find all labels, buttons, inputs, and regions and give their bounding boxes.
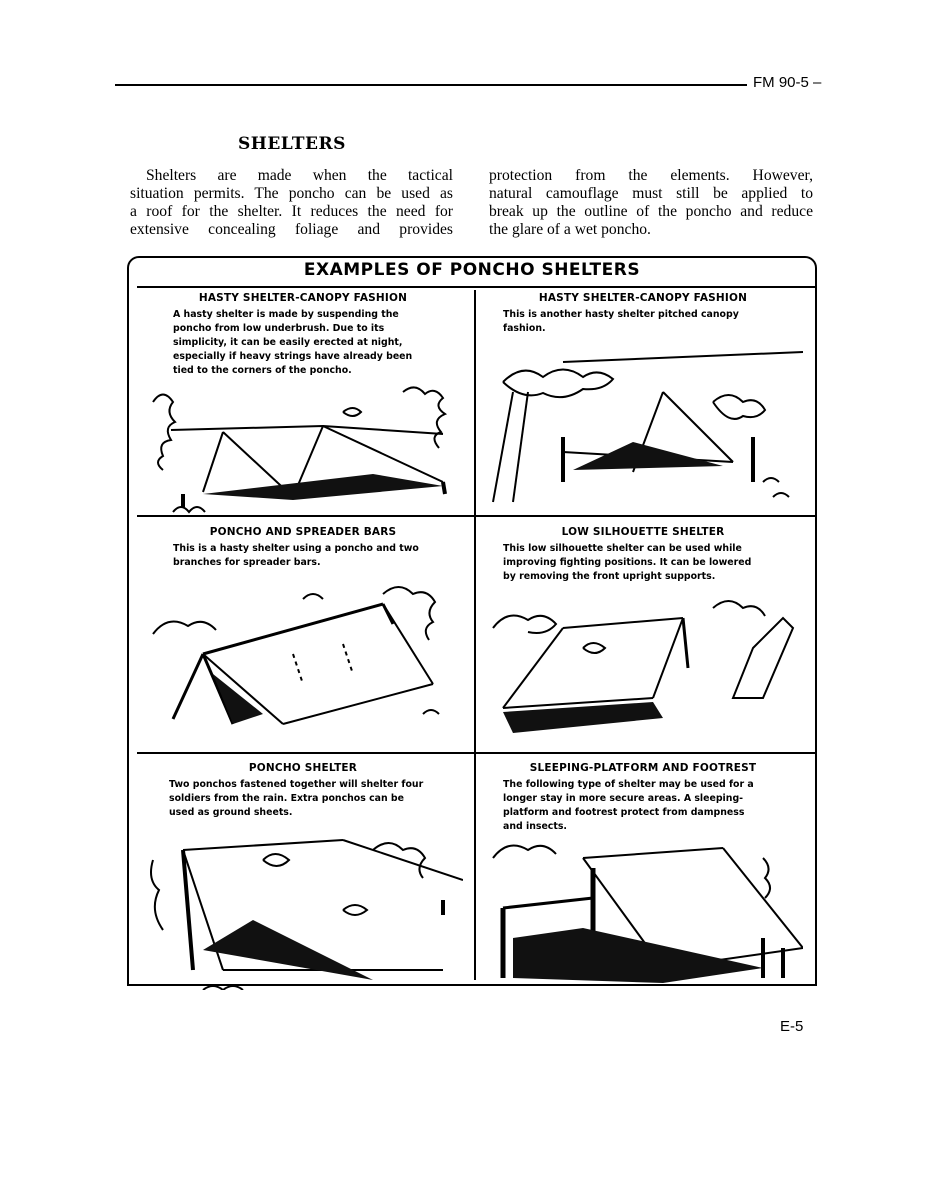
panel-description-line: This is another hasty shelter pitched canopy (503, 309, 739, 320)
panel-description-line: tied to the corners of the poncho. (173, 365, 352, 376)
hasty-shelter-canopy-illustration (483, 342, 803, 512)
panel-description-line: and insects. (503, 821, 567, 832)
panel-description-line: especially if heavy strings have already been (173, 351, 413, 362)
panel-description-line: longer stay in more secure areas. A sleeping- (503, 793, 744, 804)
body-line: a roof for the shelter. It reduces the need for (130, 203, 453, 220)
panel-description (483, 778, 803, 834)
panel-description-line: by removing the front upright supports. (503, 571, 716, 582)
body-line: situation permits. The poncho can be used as (130, 185, 453, 202)
header-rule (115, 84, 747, 86)
body-text-right-column (489, 167, 813, 239)
panel-poncho-shelter (143, 762, 463, 992)
panel-description-line: branches for spreader bars. (173, 557, 321, 568)
panel-description-line: poncho from low underbrush. Due to its (173, 323, 385, 334)
panel-title: PONCHO AND SPREADER BARS (209, 526, 397, 538)
body-line: the glare of a wet poncho. (489, 221, 651, 238)
page-number: E-5 (780, 1018, 804, 1035)
figure-column-divider (474, 290, 476, 980)
panel-title: HASTY SHELTER-CANOPY FASHION (198, 292, 408, 304)
panel-description (143, 542, 463, 570)
panel-description-line: fashion. (503, 323, 546, 334)
body-text-left-column (130, 167, 453, 239)
panel-title: LOW SILHOUETTE SHELTER (561, 526, 725, 538)
poncho-shelter-illustration (143, 820, 463, 990)
panel-hasty-shelter-canopy (483, 292, 803, 522)
figure-title: EXAMPLES OF PONCHO SHELTERS (303, 260, 641, 280)
panel-title: SLEEPING-PLATFORM AND FOOTREST (529, 762, 757, 774)
panel-description-line: The following type of shelter may be used for a (503, 779, 754, 790)
panel-description-line: simplicity, it can be easily erected at night, (173, 337, 403, 348)
panel-description-line: Two ponchos fastened together will shelter four (169, 779, 424, 790)
body-line: break up the outline of the poncho and reduce (489, 203, 813, 220)
panel-description-line: improving fighting positions. It can be lowered (503, 557, 752, 568)
sleeping-platform-footrest-illustration (483, 838, 803, 988)
panel-title: HASTY SHELTER-CANOPY FASHION (538, 292, 748, 304)
body-line: natural camouflage must still be applied to (489, 185, 813, 202)
panel-description (143, 308, 463, 378)
body-line: protection from the elements. However, (489, 167, 813, 184)
panel-description (143, 778, 463, 820)
panel-description-line: A hasty shelter is made by suspending the (173, 309, 399, 320)
low-silhouette-shelter-illustration (483, 588, 803, 748)
figure-title-rule (137, 286, 815, 288)
panel-description (483, 542, 803, 584)
body-line: extensive concealing foliage and provides (130, 221, 453, 238)
panel-description-line: This is a hasty shelter using a poncho and two (173, 543, 419, 554)
panel-low-silhouette-shelter (483, 526, 803, 756)
body-line: Shelters are made when the tactical (146, 167, 453, 184)
panel-title: PONCHO SHELTER (248, 762, 358, 774)
panel-description (483, 308, 803, 336)
hasty-shelter-underbrush-illustration (143, 382, 463, 522)
manual-id: FM 90-5 – (753, 74, 822, 91)
poncho-spreader-bars-illustration (143, 574, 463, 744)
panel-poncho-spreader-bars (143, 526, 463, 756)
section-title: SHELTERS (238, 134, 346, 154)
panel-description-line: soldiers from the rain. Extra ponchos can be (169, 793, 404, 804)
panel-sleeping-platform-footrest (483, 762, 803, 992)
panel-description-line: This low silhouette shelter can be used while (503, 543, 742, 554)
poncho-shelters-figure (127, 256, 817, 986)
panel-hasty-shelter-underbrush (143, 292, 463, 522)
panel-description-line: platform and footrest protect from dampness (503, 807, 745, 818)
panel-description-line: used as ground sheets. (169, 807, 293, 818)
